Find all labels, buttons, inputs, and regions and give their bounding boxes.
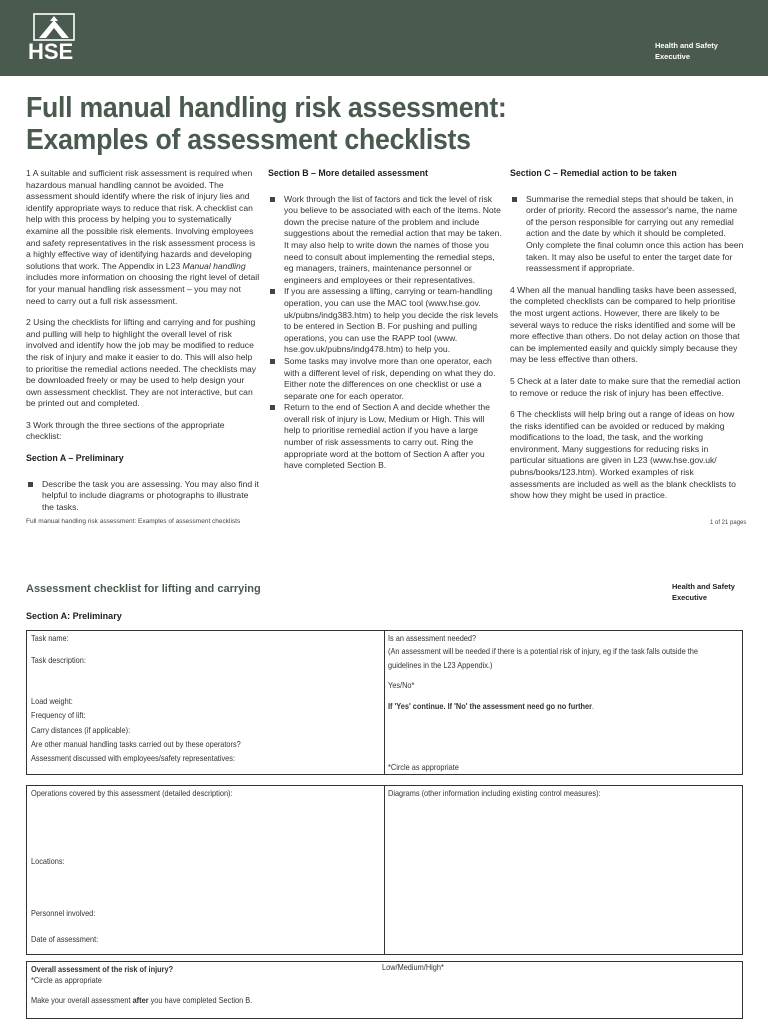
risk-level-choice[interactable]: Low/Medium/High* bbox=[382, 962, 444, 972]
bullet-square-icon bbox=[270, 405, 275, 410]
section-a-title: Section A: Preliminary bbox=[26, 611, 122, 621]
continue-instruction: If 'Yes' continue. If 'No' the assessment need go no further. bbox=[388, 701, 595, 711]
other-tasks-field[interactable]: Are other manual handling tasks carried out by these operators? bbox=[31, 739, 241, 749]
bullet-item: If you are assessing a lifting, carrying or team-handling operation, you can use the MAC tool (www.hse.gov. uk/pubns/indg383.htm) to help you decide the risk levels to be entered in Section B. For pushing and pulling operations, you can use the RAPP tool (www. hse.gov.uk/pubns/indg478.htm) to help you. bbox=[268, 286, 503, 356]
hse-logo-text: HSE bbox=[28, 39, 74, 64]
bullet-item: Describe the task you are assessing. You may also find it helpful to include diagrams or photographs to illustrate the tasks. bbox=[26, 479, 261, 514]
locations-field[interactable]: Locations: bbox=[31, 856, 65, 866]
bullet-square-icon bbox=[270, 197, 275, 202]
column-section-c bbox=[510, 168, 745, 512]
org-name-secondary: Health and Safety Executive bbox=[672, 582, 735, 602]
yes-no-choice[interactable]: Yes/No* bbox=[388, 680, 415, 690]
overall-assessment-label: Overall assessment of the risk of injury? bbox=[31, 964, 174, 974]
hse-logo bbox=[28, 12, 80, 64]
assessment-needed-note: (An assessment will be needed if there is a potential risk of injury, eg if the task falls outside the bbox=[388, 646, 698, 656]
section-c-heading: Section C – Remedial action to be taken bbox=[510, 168, 677, 178]
operations-form-box bbox=[26, 785, 743, 955]
page-number: 1 of 21 pages bbox=[710, 520, 747, 526]
paragraph-5: 5 Check at a later date to make sure that the remedial action to remove or reduce the risk of injury has been effective. bbox=[510, 375, 741, 398]
header-bar bbox=[0, 0, 768, 76]
footer-title: Full manual handling risk assessment: Examples of assessment checklists bbox=[26, 518, 241, 525]
frequency-field[interactable]: Frequency of lift: bbox=[31, 710, 86, 720]
assessment-needed-note-2: guidelines in the L23 Appendix.) bbox=[388, 660, 493, 670]
preliminary-form-box bbox=[26, 630, 743, 775]
paragraph-2: 2 Using the checklists for lifting and carrying and for pushing and pulling will help to highlight the overall level of risk involved and identify how the job may be modified to reduce the risk of injury and make it easier to do. This will also help to prioritise the remedial actions needed. The checklists may be downloaded freely or may be used to help design your own assessment checklist. They are not interactive, but can be printed out and completed. bbox=[26, 317, 257, 409]
section-b-heading: Section B – More detailed assessment bbox=[268, 168, 428, 178]
diagrams-field[interactable]: Diagrams (other information including existing control measures): bbox=[388, 788, 601, 798]
hse-logo-mark bbox=[32, 12, 76, 42]
discussed-field[interactable]: Assessment discussed with employees/safety representatives: bbox=[31, 753, 236, 763]
task-description-field[interactable]: Task description: bbox=[31, 655, 86, 665]
page-title: Full manual handling risk assessment: Examples of assessment checklists bbox=[26, 92, 507, 156]
bullet-square-icon bbox=[28, 482, 33, 487]
paragraph-4: 4 When all the manual handling tasks have been assessed, the completed checklists can be compared to help prioritise the most urgent actions. However, there are likely to be several ways to reduce the risks identified and some will be more effective than others. Do not delay action on those that can be implemented easily and quickly simply because they may be less effective than others. bbox=[510, 284, 740, 365]
paragraph-6: 6 The checklists will help bring out a range of ideas on how the risks identified can be avoided or reduced by making modifications to the load, the task, and the working environment. Many suggestions for reducing risks in particular situations are given in L23 (www.hse.gov.uk/ pubns/books/123.htm). Worked examples of risk assessments are included as well as the blank checklists to show how they might be used in practice. bbox=[510, 409, 736, 501]
date-field[interactable]: Date of assessment: bbox=[31, 934, 99, 944]
task-name-field[interactable]: Task name: bbox=[31, 633, 69, 643]
carry-distances-field[interactable]: Carry distances (if applicable): bbox=[31, 725, 131, 735]
assessment-needed-question: Is an assessment needed? bbox=[388, 633, 477, 643]
column-section-b bbox=[268, 168, 503, 472]
overall-instruction: Make your overall assessment after you have completed Section B. bbox=[31, 995, 253, 1005]
paragraph-1: 1 A suitable and sufficient risk assessment is required when hazardous manual handling cannot be avoided. The assessment should identify where the risk of injury lies and identify appropriate ways to reduce that risk. A checklist can help with this process by helping you to systematically examine all the possible risk elements. Involving employees and safety representatives in the risk assessment process is a highly effective way of identifying hazards and developing solutions that work. The Appendix in L23 Manual handling includes more information on choosing the right level of detail for your manual handling risk assessment – you may not need to carry out a full risk assessment. bbox=[26, 168, 260, 306]
checklist-title: Assessment checklist for lifting and carrying bbox=[26, 583, 261, 595]
column-intro bbox=[26, 168, 261, 513]
org-name: Health and Safety Executive bbox=[655, 41, 718, 61]
section-a-heading: Section A – Preliminary bbox=[26, 453, 124, 464]
bullet-item: Work through the list of factors and tick the level of risk you believe to be associated with each of the items. Note down the precise nature of the problem and include suggestions about the remedial action that may be taken. It may also help to write down the names of those you need to consult about implementing the remedial steps, eg managers, trainers, maintenance personnel or engineers and employees or their representatives. bbox=[268, 194, 503, 287]
circle-note: *Circle as appropriate bbox=[388, 762, 459, 772]
load-weight-field[interactable]: Load weight: bbox=[31, 696, 73, 706]
bullet-square-icon bbox=[512, 197, 517, 202]
bullet-square-icon bbox=[270, 359, 275, 364]
paragraph-3: 3 Work through the three sections of the appropriate checklist: bbox=[26, 419, 225, 442]
personnel-field[interactable]: Personnel involved: bbox=[31, 908, 96, 918]
bullet-item: Return to the end of Section A and decide whether the overall risk of injury is Low, Medium or High. This will help to prioritise remedial action if you have a large number of risk assessments to carry out. Ring the appropriate word at the bottom of Section A after you have completed Section B. bbox=[268, 402, 503, 472]
circle-note: *Circle as appropriate bbox=[31, 975, 102, 985]
bullet-item: Summarise the remedial steps that should be taken, in order of priority. Record the assessor's name, the name of the person responsible for carrying out any remedial action and the date by which it should be completed. Only complete the final column once this action has been taken. It may also be useful to enter the target date for reassessment if appropriate. bbox=[510, 194, 745, 275]
overall-assessment-box bbox=[26, 961, 743, 1019]
bullet-item: Some tasks may involve more than one operator, each with a different level of risk, depending on what they do. Either note the differences on one checklist or use a separate one for each operator. bbox=[268, 356, 503, 402]
bullet-square-icon bbox=[270, 289, 275, 294]
operations-field[interactable]: Operations covered by this assessment (detailed description): bbox=[31, 788, 233, 798]
